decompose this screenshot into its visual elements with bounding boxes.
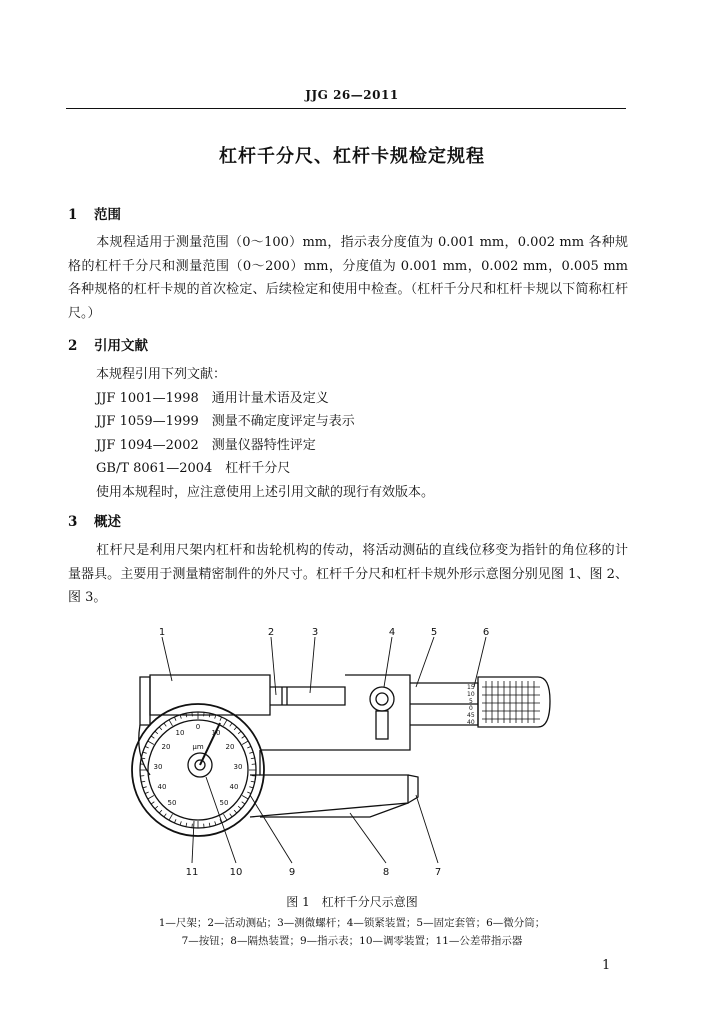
dial-tick <box>143 787 147 788</box>
figure-lever-micrometer <box>110 625 590 885</box>
dial-tick <box>242 796 248 800</box>
dial-tick <box>234 810 237 813</box>
dial-tick <box>242 741 248 745</box>
dial-tick <box>151 802 154 804</box>
dial-tick <box>143 752 147 753</box>
dial-tick <box>242 802 245 804</box>
reference-item: JJF 1059—1999 测量不确定度评定与表示 <box>96 414 355 429</box>
section-number: 2 <box>68 338 78 354</box>
section-3-paragraph <box>68 539 628 610</box>
document-title: 杠杆千分尺、杠杆卡规检定规程 <box>219 146 485 167</box>
dial-tick <box>169 720 173 726</box>
dial-label: 30 <box>153 763 163 771</box>
sleeve-label: 40 <box>467 719 475 726</box>
section-title: 概述 <box>94 514 121 530</box>
paragraph-text: 本规程适用于测量范围（0～100）mm，指示表分度值为 0.001 mm，0.002 mm 各种规格的杠杆千分尺和测量范围（0～200）mm，分度值为 0.001 mm，0.002 mm，0.005 mm 各种规格的杠杆卡规的首次检定、后续检定和使用中检查。（杠杆千分尺和杠杆卡规以下简称杠杆尺。） <box>68 235 628 321</box>
callout-label: 7 <box>434 867 442 878</box>
dial-tick <box>224 720 228 726</box>
dial-tick <box>159 727 162 730</box>
figure-legend-line: 7—按钮；8—隔热装置；9—指示表；10—调零装置；11—公差带指示器 <box>181 935 523 947</box>
section-heading-1 <box>68 203 121 223</box>
sleeve-label: 45 <box>467 712 475 719</box>
page-number: 1 <box>602 958 611 973</box>
dial-tick <box>159 810 162 813</box>
section-title: 范围 <box>94 207 121 223</box>
dial-tick <box>247 792 251 794</box>
dial-tick <box>209 713 210 717</box>
references-outro: 使用本规程时，应注意使用上述引用文献的现行有效版本。 <box>96 484 435 500</box>
dial-tick <box>164 814 166 817</box>
dial-tick <box>164 723 166 726</box>
section-heading-2 <box>68 334 148 354</box>
dial-label: 10 <box>175 729 185 737</box>
dial-tick <box>155 731 158 734</box>
dial-label: 50 <box>167 799 177 807</box>
callout-label: 4 <box>388 627 396 638</box>
dial-tick <box>141 781 145 782</box>
document-header-code: JJG 26—2011 <box>305 88 399 102</box>
dial-tick <box>242 736 245 738</box>
dial-tick <box>148 741 154 745</box>
dial-tick <box>186 713 187 717</box>
reference-item: GB/T 8061—2004 杠杆千分尺 <box>96 461 291 476</box>
header-rule <box>66 108 626 109</box>
dial-tick <box>247 746 251 748</box>
dial-tick <box>180 821 181 825</box>
section-heading-3 <box>68 510 121 530</box>
dial-label: 40 <box>157 783 167 791</box>
reference-item: JJF 1001—1998 通用计量术语及定义 <box>96 390 329 406</box>
dial-label: 50 <box>219 799 229 807</box>
reference-item: JJF 1094—2002 测量仪器特性评定 <box>96 437 316 453</box>
section-title: 引用文献 <box>94 338 148 354</box>
dial-tick <box>238 731 241 734</box>
dial-tick <box>230 814 232 817</box>
dial-tick <box>155 806 158 809</box>
dial-label: 30 <box>233 763 243 771</box>
dial-tick <box>230 723 232 726</box>
sleeve-label: 0 <box>469 705 473 712</box>
dial-tick <box>220 717 222 721</box>
dial-tick <box>215 821 216 825</box>
sleeve-label: 5 <box>469 698 473 705</box>
section-1-paragraph <box>68 231 628 325</box>
callout-label: 9 <box>288 867 296 878</box>
section-number: 3 <box>68 514 78 530</box>
dial-tick <box>238 806 241 809</box>
dial-tick <box>249 752 253 753</box>
callout-label: 5 <box>430 627 438 638</box>
dial-tick <box>251 758 255 759</box>
callout-label: 2 <box>267 627 275 638</box>
callout-label: 11 <box>185 867 199 878</box>
dial-tick <box>151 736 154 738</box>
dial-tick <box>249 787 253 788</box>
figure-caption: 图 1 杠杆千分尺示意图 <box>286 895 418 909</box>
sleeve-label: 15 <box>467 684 475 691</box>
dial-tick <box>224 814 228 820</box>
dial-unit: μm <box>192 743 204 751</box>
section-number: 1 <box>68 207 78 223</box>
dial-tick <box>251 781 255 782</box>
references-block <box>96 363 434 504</box>
paragraph-text: 杠杆尺是利用尺架内杠杆和齿轮机构的传动，将活动测砧的直线位移变为指针的角位移的计量器具。主要用于测量精密制件的外尺寸。杠杆千分尺和杠杆卡规外形示意图分别见图 1、图 2、图 3。 <box>68 543 628 605</box>
callout-label: 8 <box>382 867 390 878</box>
callout-label: 10 <box>229 867 243 878</box>
sleeve-label: 10 <box>467 691 475 698</box>
callout-label: 6 <box>482 627 490 638</box>
dial-label: 0 <box>195 723 201 731</box>
dial-label: 20 <box>225 743 235 751</box>
dial-tick <box>174 717 176 721</box>
references-intro: 本规程引用下列文献： <box>96 367 227 382</box>
dial-tick <box>234 727 237 730</box>
dial-tick <box>186 823 187 827</box>
callout-label: 1 <box>158 627 166 638</box>
dial-tick <box>145 792 149 794</box>
figure-legend-line: 1—尺架；2—活动测砧；3—测微螺杆；4—锁紧装置；5—固定套管；6—微分筒； <box>158 917 546 929</box>
callout-label: 3 <box>311 627 319 638</box>
dial-label: 20 <box>161 743 171 751</box>
dial-tick <box>145 746 149 748</box>
dial-tick <box>209 823 210 827</box>
dial-label: 40 <box>229 783 239 791</box>
dial-tick <box>148 796 154 800</box>
lever-micrometer-drawing <box>110 625 590 885</box>
dial-tick <box>174 819 176 823</box>
dial-tick <box>169 814 173 820</box>
dial-label: 10 <box>211 729 221 737</box>
